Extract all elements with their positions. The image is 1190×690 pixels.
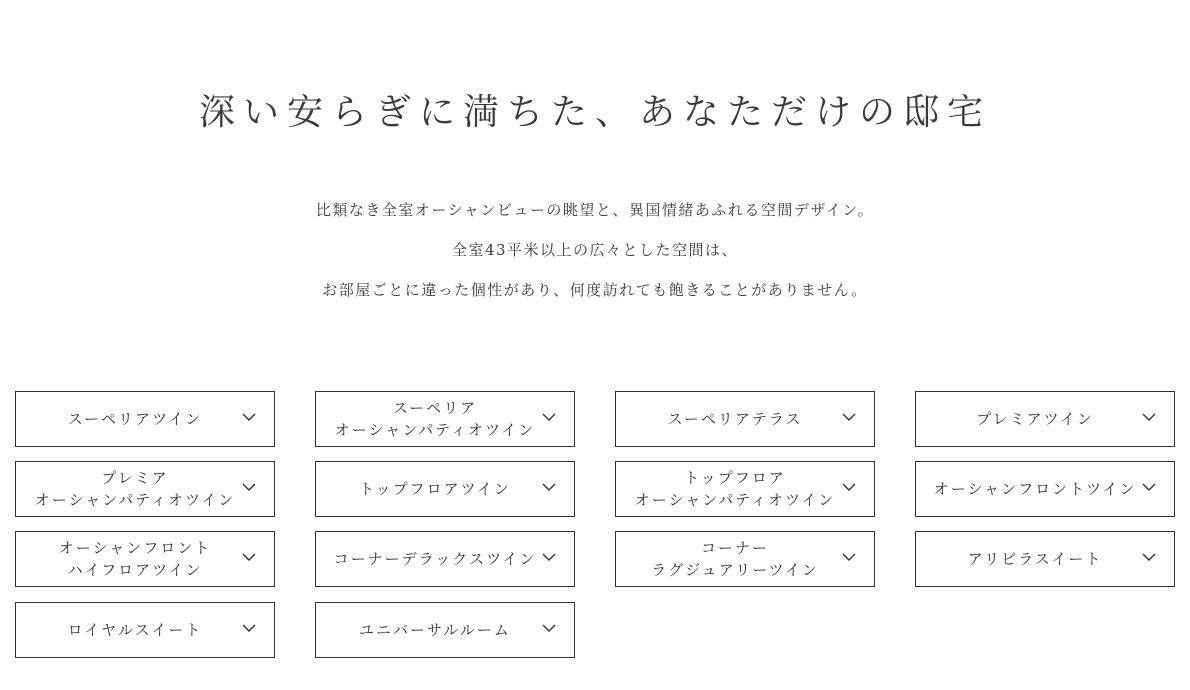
room-type-label — [26, 603, 244, 657]
room-type-button[interactable] — [15, 602, 275, 658]
room-type-button[interactable] — [315, 461, 575, 517]
room-type-label — [326, 392, 544, 446]
room-type-label-line-1: スーペリア — [392, 399, 478, 417]
room-type-label-line-1: ロイヤルスイート — [67, 621, 203, 639]
room-type-button[interactable] — [15, 461, 275, 517]
chevron-down-icon — [242, 482, 256, 492]
room-type-label — [26, 532, 244, 586]
room-type-label-line-1: プレミア — [101, 469, 169, 487]
page-headline: 深い安らぎに満ちた、あなただけの邸宅 — [198, 92, 991, 133]
room-type-label — [326, 532, 544, 586]
room-type-label — [26, 392, 244, 446]
room-type-button[interactable] — [315, 531, 575, 587]
chevron-down-icon — [542, 412, 556, 422]
chevron-down-icon — [1142, 412, 1156, 422]
room-type-label — [626, 532, 844, 586]
room-type-label-line-1: トップフロア — [684, 469, 786, 487]
room-type-label — [626, 462, 844, 516]
chevron-down-icon — [242, 623, 256, 633]
intro-text — [0, 196, 1190, 316]
room-type-button[interactable] — [915, 461, 1175, 517]
room-type-label — [326, 462, 544, 516]
room-type-label — [326, 603, 544, 657]
chevron-down-icon — [542, 482, 556, 492]
room-type-label-line-1: スーペリアツイン — [67, 410, 203, 428]
intro-line-1: 比類なき全室オーシャンビューの眺望と、異国情緒あふれる空間デザイン。 — [315, 201, 875, 219]
room-type-button[interactable] — [915, 391, 1175, 447]
room-type-label-line-1: トップフロアツイン — [359, 480, 511, 498]
room-type-label — [626, 392, 844, 446]
room-type-button[interactable] — [15, 531, 275, 587]
room-type-button[interactable] — [615, 461, 875, 517]
room-type-label — [26, 462, 244, 516]
room-type-button[interactable] — [315, 391, 575, 447]
chevron-down-icon — [842, 552, 856, 562]
room-type-label-line-2: オーシャンパティオツイン — [634, 491, 836, 509]
room-type-label-line-1: コーナー — [700, 539, 769, 557]
intro-line-3: お部屋ごとに違った個性があり、何度訪れても飽きることがありません。 — [322, 281, 868, 299]
room-type-label-line-1: コーナーデラックスツイン — [333, 550, 537, 568]
chevron-down-icon — [1142, 482, 1156, 492]
chevron-down-icon — [1142, 552, 1156, 562]
room-type-label-line-2: ハイフロアツイン — [67, 561, 203, 579]
room-type-label-line-2: オーシャンパティオツイン — [334, 421, 536, 439]
room-type-button[interactable] — [615, 531, 875, 587]
room-type-button[interactable] — [915, 531, 1175, 587]
room-type-label-line-1: アリビラスイート — [967, 550, 1103, 568]
room-type-label-line-2: オーシャンパティオツイン — [34, 491, 236, 509]
room-type-label — [926, 532, 1144, 586]
room-type-button[interactable] — [615, 391, 875, 447]
room-type-label — [926, 462, 1144, 516]
room-type-label-line-1: プレミアツイン — [976, 410, 1094, 428]
chevron-down-icon — [542, 552, 556, 562]
room-type-label-line-2: ラグジュアリーツイン — [651, 561, 819, 579]
chevron-down-icon — [242, 412, 256, 422]
chevron-down-icon — [542, 623, 556, 633]
chevron-down-icon — [242, 552, 256, 562]
room-type-button[interactable] — [15, 391, 275, 447]
room-type-label-line-1: オーシャンフロントツイン — [933, 480, 1137, 498]
room-type-label-line-1: オーシャンフロント — [58, 539, 212, 557]
room-type-label — [926, 392, 1144, 446]
chevron-down-icon — [842, 482, 856, 492]
chevron-down-icon — [842, 412, 856, 422]
room-type-label-line-1: スーペリアテラス — [667, 410, 803, 428]
room-type-button[interactable] — [315, 602, 575, 658]
intro-line-2: 全室43平米以上の広々とした空間は、 — [451, 241, 739, 259]
room-type-label-line-1: ユニバーサルルーム — [359, 621, 511, 639]
